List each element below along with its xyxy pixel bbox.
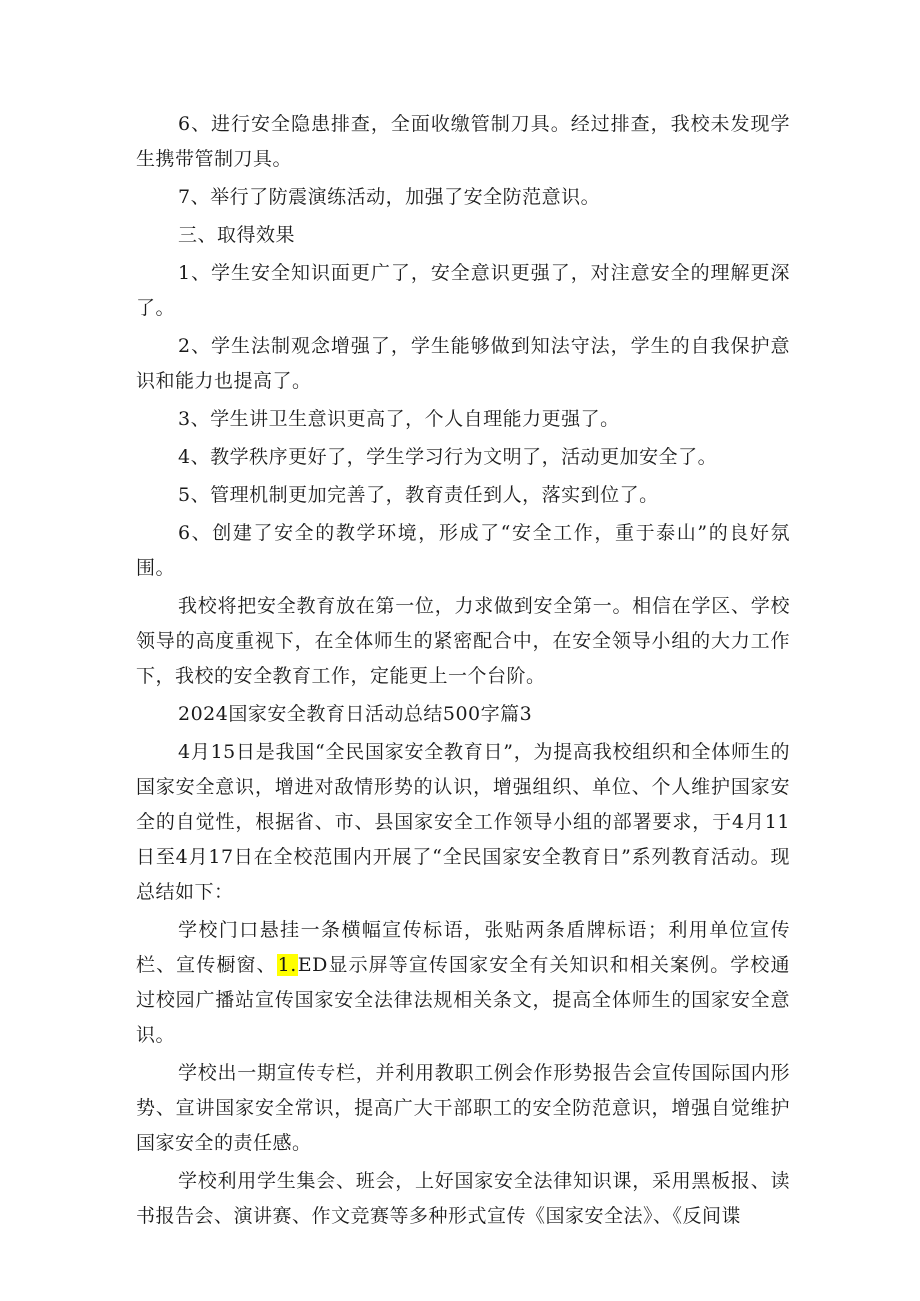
paragraph-item-6-knife-check: 6、进行安全隐患排查，全面收缴管制刀具。经过排查，我校未发现学生携带管制刀具。 [136, 113, 790, 170]
section-title-part-3: 2024国家安全教育日活动总结500字篇3 [178, 703, 533, 725]
paragraph-conclusion: 我校将把安全教育放在第一位，力求做到安全第一。相信在学区、学校领导的高度重视下，在全体师生的紧密配合中，在安全领导小组的大力工作下，我校的安全教育工作，定能更上一个台阶。 [136, 595, 790, 687]
section-heading-results: 三、取得效果 [178, 224, 296, 246]
paragraph-result-1: 1、学生安全知识面更广了，安全意识更强了，对注意安全的理解更深了。 [136, 262, 790, 319]
paragraph-result-2: 2、学生法制观念增强了，学生能够做到知法守法，学生的自我保护意识和能力也提高了。 [136, 335, 790, 392]
paragraph-student-assemblies: 学校利用学生集会、班会，上好国家安全法律知识课，采用黑板报、读书报告会、演讲赛、作文竞赛等多种形式宣传《国家安全法》、《反间谍 [136, 1170, 790, 1227]
paragraph-publicity-column: 学校出一期宣传专栏，并利用教职工例会作形势报告会宣传国际国内形势、宣讲国家安全常识，提高广大干部职工的安全防范意识，增强自觉维护国家安全的责任感。 [136, 1062, 790, 1154]
text-segment-after: ED显示屏等宣传国家安全有关知识和相关案例。学校通过校园广播站宣传国家安全法律法规相关条文，提高全体师生的国家安全意识。 [136, 954, 790, 1046]
document-body [136, 107, 790, 1237]
highlighted-text: 1. [277, 954, 297, 976]
paragraph-result-6: 6、创建了安全的教学环境，形成了“安全工作，重于泰山”的良好氛围。 [136, 522, 790, 579]
paragraph-banners-led [136, 913, 790, 1053]
paragraph-result-5: 5、管理机制更加完善了，教育责任到人，落实到位了。 [178, 484, 659, 506]
paragraph-result-4: 4、教学秩序更好了，学生学习行为文明了，活动更加安全了。 [178, 446, 718, 468]
paragraph-item-7-earthquake-drill: 7、举行了防震演练活动，加强了安全防范意识。 [178, 186, 601, 208]
text-segment-before: 学校门口悬挂一条横幅宣传标语，张贴两条盾牌标语；利用单位宣传栏、宣传橱窗、 [136, 919, 790, 976]
paragraph-result-3: 3、学生讲卫生意识更高了，个人自理能力更强了。 [178, 408, 620, 430]
paragraph-intro-april-15: 4月15日是我国“全民国家安全教育日”，为提高我校组织和全体师生的国家安全意识，增进对敌情形势的认识，增强组织、单位、个人维护国家安全的自觉性，根据省、市、县国家安全工作领导小组的部署要求，于4月11日至4月17日在全校范围内开展了“全民国家安全教育日”系列教育活动。现总结如下： [136, 741, 790, 903]
